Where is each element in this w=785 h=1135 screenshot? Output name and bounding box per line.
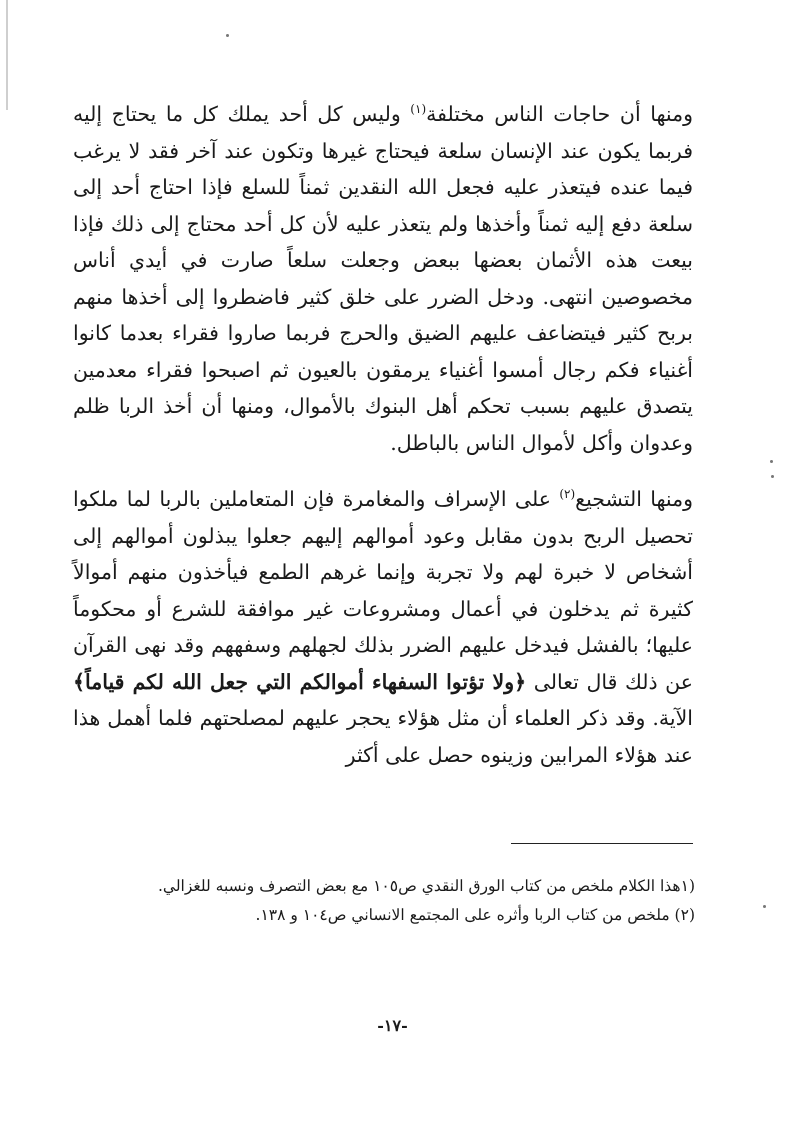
scan-edge-line	[6, 0, 8, 110]
quran-verse: ﴿ولا تؤتوا السفهاء أموالكم التي جعل الله لكم قياماً﴾	[73, 669, 527, 694]
footnote-ref-2: (٢)	[559, 487, 576, 502]
footnote-2: (٢) ملخص من كتاب الربا وأثره على المجتمع الانساني ص١٠٤ و ١٣٨.	[255, 906, 695, 924]
paragraph-2-text-start: ومنها التشجيع	[575, 487, 694, 511]
scan-speck	[770, 460, 773, 463]
main-text	[73, 96, 693, 773]
paragraph-1-text-rest: وليس كل أحد يملك كل ما يحتاج إليه فربما يكون عند الإنسان سلعة فيحتاج غيرها وتكون عند آخر فقد لا يرغب فيما عنده فيتعذر عليه فجعل الله النقدين ثمناً للسلع فإذا احتاج أحد إلى سلعة دفع إليه ثمناً وأخذها ولم يتعذر عليه لأن كل أحد محتاج إلى ذلك فإذا بيعت هذه الأثمان بعضها ببعض وجعلت سلعاً صارت في أيدي أناس مخصوصين انتهى. ودخل الضرر على خلق كثير فاضطروا إلى أخذها منهم بربح كثير فيتضاعف عليهم الضيق والحرج فربما صاروا فقراء بعدما كانوا أغنياء فكم رجال أمسوا أغنياء يرمقون بالعيون ثم اصبحوا فقراء معدمين يتصدق عليهم بسبب تحكم أهل البنوك بالأموال، ومنها أن أخذ الربا ظلم وعدوان وأكل لأموال الناس بالباطل.	[73, 102, 693, 455]
scan-speck	[763, 905, 766, 908]
footnotes	[73, 872, 695, 930]
paragraph-2-text-middle: على الإسراف والمغامرة فإن المتعاملين بالربا لما ملكوا تحصيل الربح بدون مقابل وعود أموالهم إليهم جعلوا يبذلون أموالهم إلى أشخاص لا خبرة لهم ولا تجربة وإنما غرهم الطمع فيأخذون منهم أموالاً كثيرة ثم يدخلون في أعمال ومشروعات غير موافقة للشرع أو محكوماً عليها؛ بالفشل فيدخل عليهم الضرر بذلك لجهلهم وسفههم وقد نهى القرآن عن ذلك قال تعالى	[73, 487, 694, 694]
footnote-ref-1: (١)	[410, 102, 427, 117]
footnote-1: (١هذا الكلام ملخص من كتاب الورق النقدي ص١٠٥ مع بعض التصرف ونسبه للغزالي.	[157, 877, 695, 895]
paragraph-2-text-end: الآية. وقد ذكر العلماء أن مثل هؤلاء يحجر عليهم لمصلحتهم فلما أهمل هذا عند هؤلاء المرابين وزينوه حصل على أكثر	[73, 706, 693, 767]
page-number: -١٧-	[377, 1016, 408, 1035]
paragraph-1-text-start: ومنها أن حاجات الناس مختلفة	[426, 102, 693, 126]
paragraph-1	[73, 96, 693, 461]
paragraph-2	[73, 481, 693, 773]
scan-speck	[771, 475, 774, 478]
footnote-separator	[511, 843, 693, 844]
scan-speck	[226, 34, 229, 37]
